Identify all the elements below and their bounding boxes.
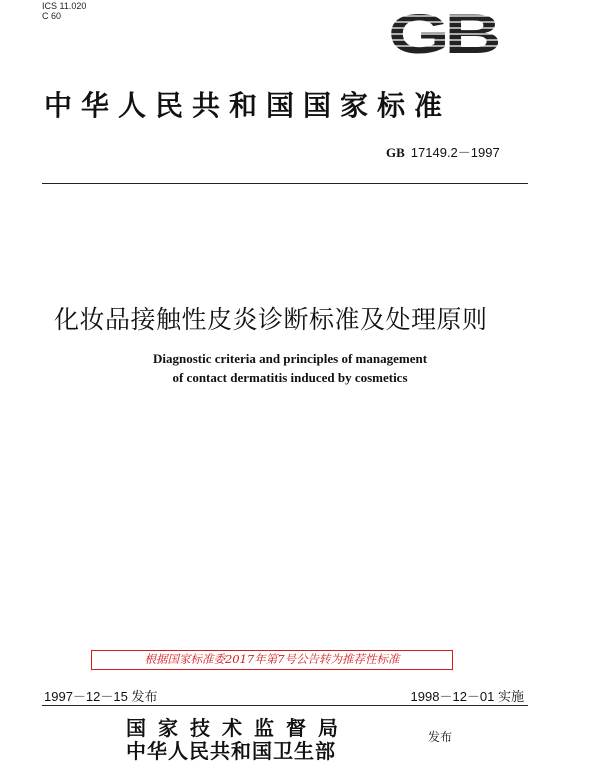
publish-label: 发布 (428, 730, 453, 744)
gb-logo-text: GB (388, 8, 498, 58)
standard-code-number: 17149.2－1997 (410, 145, 500, 160)
gb-logo-icon (386, 8, 498, 58)
implementation-date: 1998－12－01 实施 (410, 689, 524, 704)
issuer-bureau: 国家技术监督局 (126, 716, 350, 740)
ccs-number: C 60 (42, 11, 62, 21)
bottom-divider (42, 705, 528, 706)
ics-number: ICS 11.020 (42, 1, 87, 11)
document-title-en (80, 349, 500, 387)
issuer-ministry: 中华人民共和国卫生部 (126, 739, 336, 763)
top-divider (42, 183, 528, 184)
ics-code (42, 1, 86, 21)
issue-date: 1997－12－15 发布 (44, 689, 158, 704)
standard-number (386, 142, 500, 161)
document-title-cn: 化妆品接触性皮炎诊断标准及处理原则 (54, 305, 488, 334)
title-en-line-2: of contact dermatitis induced by cosmetics (172, 370, 408, 385)
recommended-standard-notice: 根据国家标准委2017年第7号公告转为推荐性标准 (91, 650, 453, 670)
standard-prefix: GB (386, 145, 405, 160)
title-en-line-1: Diagnostic criteria and principles of management (152, 351, 428, 366)
nation-standard-title: 中华人民共和国国家标准 (44, 89, 452, 122)
